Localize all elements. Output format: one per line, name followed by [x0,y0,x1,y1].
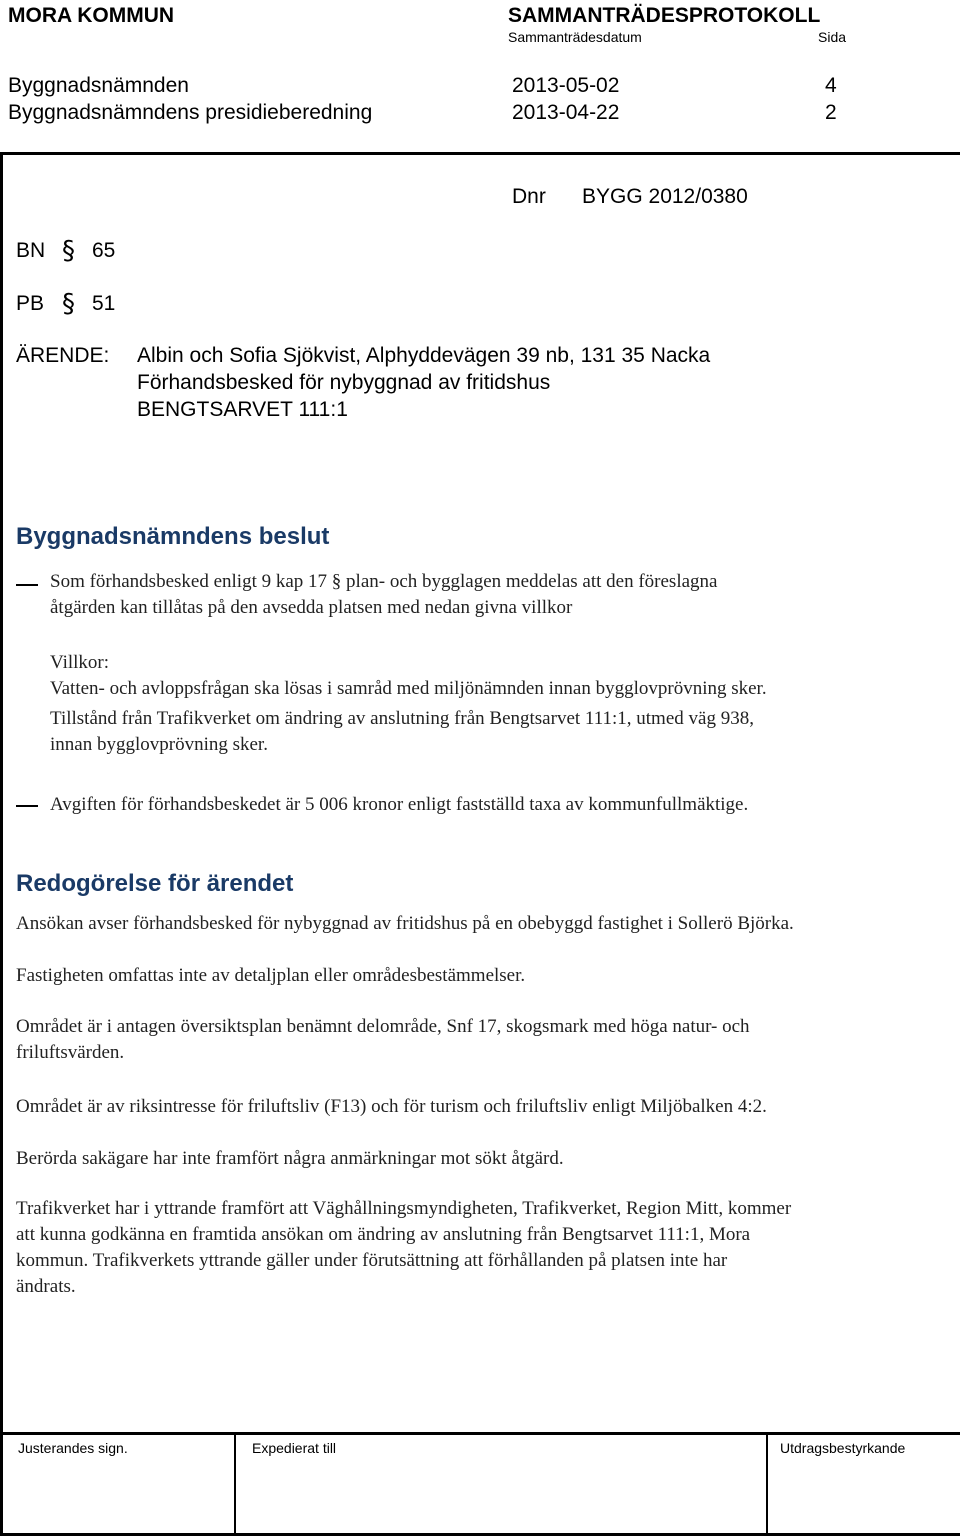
arende-property: BENGTSARVET 111:1 [137,398,348,421]
condition-line: Tillstånd från Trafikverket om ändring av anslutning från Bengtsarvet 111:1, utmed väg 938, [50,708,754,729]
frame-footer-rule [0,1432,960,1435]
report-paragraph: Området är av riksintresse för friluftsliv (F13) och för turism och friluftsliv enligt Miljöbalken 4:2. [16,1096,767,1117]
footer-divider [766,1432,768,1536]
dnr-label: Dnr [512,185,546,208]
footer-justerandes-sign: Justerandes sign. [18,1440,128,1456]
condition-line: Vatten- och avloppsfrågan ska lösas i samråd med miljönämnden innan bygglovprövning sker. [50,678,767,699]
presidium-page: 2 [825,101,837,124]
report-paragraph-line: Trafikverket har i yttrande framfört att Väghållningsmyndigheten, Trafikverket, Region Mitt, kommer [16,1198,792,1219]
pb-label: PB [16,292,45,315]
conditions-label: Villkor: [50,652,110,673]
report-paragraph: Fastigheten omfattas inte av detaljplan eller områdesbestämmelser. [16,965,526,986]
board-page: 4 [825,74,837,97]
org-name: MORA KOMMUN [8,4,175,27]
arende-label: ÄRENDE: [16,344,110,367]
pb-number: 51 [92,292,116,315]
condition-line: innan bygglovprövning sker. [50,734,268,755]
dash-bullet [16,805,38,807]
footer-divider [234,1432,236,1536]
presidium-name: Byggnadsnämndens presidieberedning [8,101,373,124]
board-name: Byggnadsnämnden [8,74,189,97]
report-paragraph: Berörda sakägare har inte framfört några anmärkningar mot sökt åtgärd. [16,1148,564,1169]
protocol-title: SAMMANTRÄDESPROTOKOLL [508,4,821,27]
bn-section-sign: § [62,236,75,266]
board-date: 2013-05-02 [512,74,620,97]
report-heading: Redogörelse för ärendet [16,870,294,897]
page-column-label: Sida [818,29,847,45]
report-paragraph-line: kommun. Trafikverkets yttrande gäller under förutsättning att förhållanden på platsen inte har [16,1250,728,1271]
footer-expedierat-till: Expedierat till [252,1440,337,1456]
frame-top-rule [0,152,960,155]
dnr-value: BYGG 2012/0380 [582,185,748,208]
date-column-label: Sammanträdesdatum [508,29,642,45]
pb-section-sign: § [62,289,75,319]
report-paragraph-line: friluftsvärden. [16,1042,125,1063]
arende-subject: Förhandsbesked för nybyggnad av fritidshus [137,371,551,394]
fee-item: Avgiften för förhandsbeskedet är 5 006 kronor enligt fastställd taxa av kommunfullmäktige. [50,794,749,815]
dash-bullet [16,584,38,586]
bn-number: 65 [92,239,116,262]
footer-utdragsbestyrkande: Utdragsbestyrkande [780,1440,906,1456]
arende-applicant: Albin och Sofia Sjökvist, Alphyddevägen 39 nb, 131 35 Nacka [137,344,711,367]
decision-heading: Byggnadsnämndens beslut [16,523,330,550]
report-paragraph-line: Området är i antagen översiktsplan benämnt delområde, Snf 17, skogsmark med höga natur- och [16,1016,750,1037]
report-paragraph: Ansökan avser förhandsbesked för nybyggnad av fritidshus på en obebyggd fastighet i Sollerö Björka. [16,913,794,934]
report-paragraph-line: att kunna godkänna en framtida ansökan om ändring av anslutning från Bengtsarvet 111:1, Mora [16,1224,751,1245]
report-paragraph-line: ändrats. [16,1276,76,1297]
decision-item-line: åtgärden kan tillåtas på den avsedda platsen med nedan givna villkor [50,597,573,618]
frame-left-rule [0,152,3,1536]
presidium-date: 2013-04-22 [512,101,620,124]
decision-item-line: Som förhandsbesked enligt 9 kap 17 § plan- och bygglagen meddelas att den föreslagna [50,571,718,592]
bn-label: BN [16,239,46,262]
